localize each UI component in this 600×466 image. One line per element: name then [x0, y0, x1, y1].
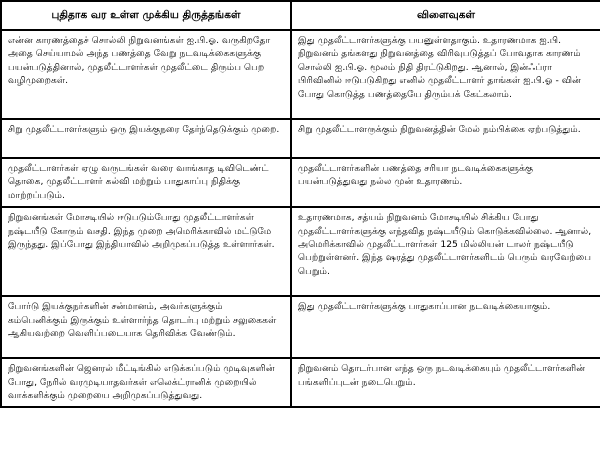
table-row — [1, 296, 600, 358]
header-key-amendments: புதிதாக வர உள்ள முக்கிய திருத்தங்கள் — [1, 1, 291, 30]
table-header-row — [1, 1, 600, 30]
header-effects: விளைவுகள் — [291, 1, 600, 30]
amendment-cell — [1, 119, 291, 158]
table-row — [1, 158, 600, 207]
table-row — [1, 207, 600, 296]
effect-text: சிறு முதலீட்டாளருக்கும் நிறுவனத்தின் மேல் நம்பிக்கை ஏற்படுத்தும். — [298, 124, 581, 135]
amendment-text: என்ன காரணத்தைச் சொல்லி நிறுவனங்கள் ஐ.பி.ஓ. வருகிறதோ அதை செய்யாமல் அந்த பணத்தை வேறு நடவடிக்கைகளுக்கு பயன்படுத்தினால், முதலீட்டாளர்கள் முதலீட்டை திரும்ப பெற வழிமுறைகள். — [8, 35, 271, 87]
amendment-text: முதலீட்டாளர்கள் ஏழு வருடங்கள் வரை வாங்காத டிவிடெண்ட் தொகை, முதலீட்டாளர் கல்வி மற்றும் பாதுகாப்பு நிதிக்கு மாற்றப்படும். — [8, 163, 269, 201]
effect-text: நிறுவனம் தொடர்பான எந்த ஒரு நடவடிக்கையும் முதலீட்டாளர்களின் பங்களிப்புடன் நடைபெறும். — [298, 363, 586, 388]
amendment-cell — [1, 158, 291, 207]
table-row — [1, 358, 600, 407]
effect-cell — [291, 296, 600, 358]
table-row — [1, 119, 600, 158]
effect-text: உதாரணமாக, சத்யம் நிறுவனம் மோசடியில் சிக்கிய போது முதலீட்டாளர்களுக்கு எந்தவித நஷ்டயீடும் கொடுக்கவில்லை. ஆனால், அமெரிக்காவில் முதலீட்டாளர்கள் 125 மில்லியன் டாலர் நஷ்டயீடு பெற்றுள்ளனர். இந்த ஷரத்து முதலீட்டாளர்களிடம் பெரும் வரவேற்பை பெறும். — [298, 212, 592, 277]
amendment-text: நிறுவனங்கள் மோசடியில் ஈடுபடும்போது முதலீட்டாளர்கள் நஷ்டயீடு கோரும் வசதி. இந்த முறை அமெரிக்காவில் மட்டுமே இருந்தது. இப்போது இந்தியாவில் அறிமுகப்படுத்த உள்ளார்கள். — [8, 212, 275, 251]
effect-text: இது முதலீட்டாளர்களுக்கு பாதுகாப்பான நடவடிக்கையாகும். — [298, 301, 551, 313]
table-row — [1, 30, 600, 119]
effect-text: முதலீட்டாளர்களின் பணத்தை சரியா நடவடிக்கைகளுக்கு பயன்படுத்துவது நல்ல முன் உதாரணம். — [298, 163, 534, 188]
effect-text: இது முதலீட்டாளர்களுக்கு பயனுள்ளதாகும். உதாரணமாக ஐ.பி. நிறுவனம் தங்களது நிறுவனத்தை விரிவுபடுத்தப் போவதாக காரணம் சொல்லி ஐ.பி.ஓ. மூலம் நிதி திரட்டுகிறது. ஆனால், இன்ஃப்ரா பிரிவினில் ஈடுபடுகிறது எனில் முதலீட்டாளர் தாங்கள் ஐ.பி.ஓ - வின் போது கொடுத்த பணத்தையே திரும்பக் கேட்கலாம். — [298, 35, 582, 100]
amendment-text: போர்டு இயக்குநர்களின் சன்மானம், அவர்களுக்கும் கம்பெனிக்கும் இருக்கும் உள்ளார்ந்த தொடர்பு மற்றும் சலுகைகள் ஆகியவற்றை வெளிப்படையாக தெரிவிக்க வேண்டும். — [8, 301, 277, 340]
amendment-cell — [1, 296, 291, 358]
effect-cell — [291, 207, 600, 296]
amendment-cell — [1, 358, 291, 407]
effect-cell — [291, 119, 600, 158]
amendment-cell — [1, 207, 291, 296]
amendment-text: நிறுவனங்களின் ஜெனரல் மீட்டிங்கில் எடுக்கப்படும் முடிவுகளின் போது, நேரில் வரமுடியாதவர்கள் எலெக்ட்ரானிக் முறையில் வாக்களிக்கும் முறையை அறிமுகப்படுத்துவது. — [8, 363, 275, 402]
effect-cell — [291, 158, 600, 207]
amendment-cell — [1, 30, 291, 119]
amendment-text: சிறு முதலீட்டாளர்களும் ஒரு இயக்குநரை தேர்ந்தெடுக்கும் முறை. — [8, 124, 280, 135]
effect-cell — [291, 358, 600, 407]
effect-cell — [291, 30, 600, 119]
